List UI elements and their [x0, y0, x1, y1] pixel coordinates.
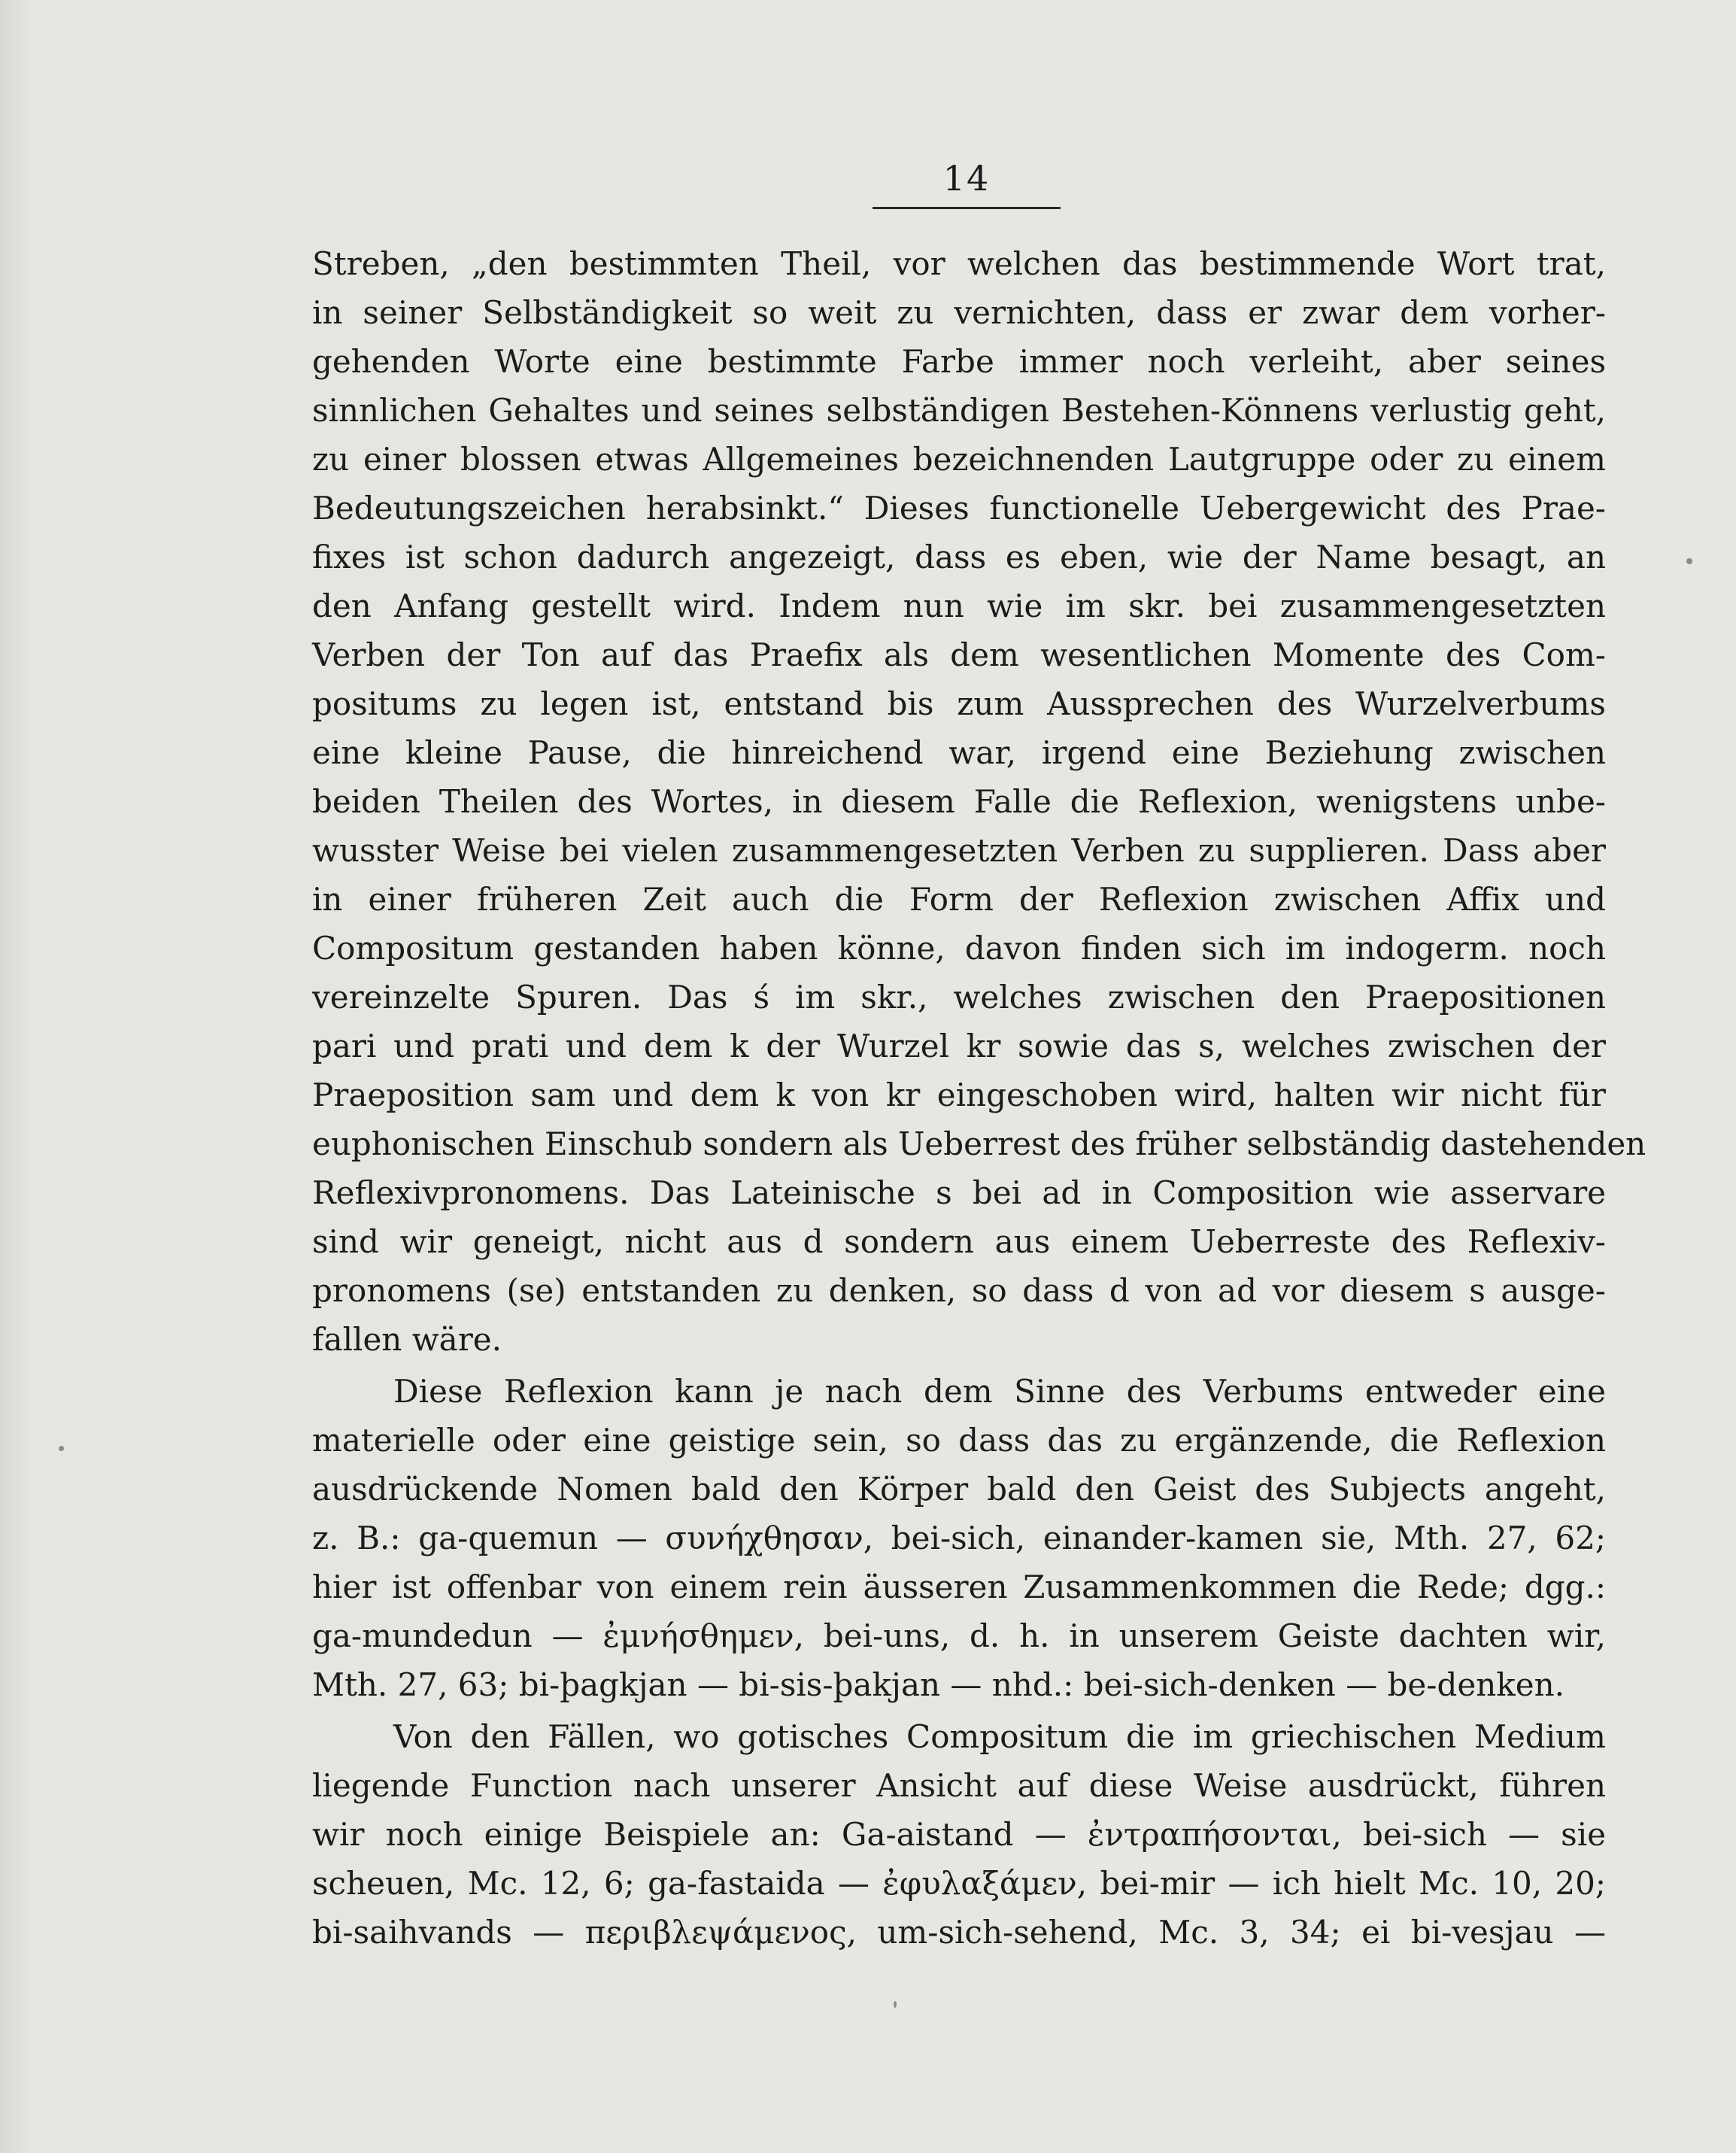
text-line: zu einer blossen etwas Allgemeines bezeichnenden Lautgruppe oder zu einem	[312, 441, 1606, 478]
paper-speck	[1686, 558, 1692, 564]
text-line: bi-saihvands — περιβλεψάμενος, um-sich-sehend, Mc. 3, 34; ei bi-vesjau —	[312, 1914, 1606, 1951]
text-line: Verben der Ton auf das Praefix als dem wesentlichen Momente des Com-	[312, 636, 1606, 673]
text-line: Diese Reflexion kann je nach dem Sinne des Verbums entweder eine	[393, 1373, 1606, 1410]
paragraph-2	[312, 1367, 1606, 1709]
text-line: materielle oder eine geistige sein, so dass das zu ergänzende, die Reflexion	[312, 1422, 1606, 1459]
text-line: in einer früheren Zeit auch die Form der Reflexion zwischen Affix und	[312, 881, 1606, 918]
text-line: z. B.: ga-quemun — συνήχθησαν, bei-sich, einander-kamen sie, Mth. 27, 62;	[312, 1520, 1606, 1556]
page-number: 14	[942, 158, 991, 199]
text-line: hier ist offenbar von einem rein äusseren Zusammenkommen die Rede; dgg.:	[312, 1568, 1606, 1605]
text-line: pari und prati und dem k der Wurzel kr sowie das s, welches zwischen der	[312, 1028, 1606, 1064]
text-line: fixes ist schon dadurch angezeigt, dass es eben, wie der Name besagt, an	[312, 539, 1606, 575]
text-line: sind wir geneigt, nicht aus d sondern aus einem Ueberreste des Reflexiv-	[312, 1223, 1606, 1260]
paper-speck	[894, 2001, 897, 2008]
paragraph-3	[312, 1712, 1606, 1957]
text-line: eine kleine Pause, die hinreichend war, irgend eine Beziehung zwischen	[312, 734, 1606, 771]
text-line: sinnlichen Gehaltes und seines selbständigen Bestehen-Könnens verlustig geht,	[312, 392, 1606, 429]
paragraph-1	[312, 239, 1646, 1364]
text-line: positums zu legen ist, entstand bis zum Aussprechen des Wurzelverbums	[312, 685, 1606, 722]
text-line: Reflexivpronomens. Das Lateinische s bei ad in Composition wie asservare	[312, 1174, 1606, 1211]
text-line: vereinzelte Spuren. Das ś im skr., welches zwischen den Praepositionen	[312, 979, 1606, 1016]
text-line: euphonischen Einschub sondern als Ueberrest des früher selbständig dastehenden	[312, 1125, 1646, 1162]
text-line: in seiner Selbständigkeit so weit zu vernichten, dass er zwar dem vorher-	[312, 294, 1606, 331]
text-line: Von den Fällen, wo gotisches Compositum die im griechischen Medium	[393, 1718, 1606, 1755]
text-line: Compositum gestanden haben könne, davon finden sich im indogerm. noch	[312, 930, 1606, 967]
text-line: gehenden Worte eine bestimmte Farbe immer noch verleiht, aber seines	[312, 343, 1606, 380]
body-text	[312, 239, 1646, 1957]
text-line: ausdrückende Nomen bald den Körper bald den Geist des Subjects angeht,	[312, 1471, 1606, 1508]
paper-speck	[59, 1446, 64, 1451]
text-line: den Anfang gestellt wird. Indem nun wie im skr. bei zusammengesetzten	[312, 588, 1606, 624]
text-line: Bedeutungszeichen herabsinkt.“ Dieses functionelle Uebergewicht des Prae-	[312, 490, 1606, 527]
text-line: liegende Function nach unserer Ansicht auf diese Weise ausdrückt, führen	[312, 1767, 1606, 1804]
text-line: pronomens (se) entstanden zu denken, so dass d von ad vor diesem s ausge-	[312, 1272, 1606, 1309]
text-line: Praeposition sam und dem k von kr eingeschoben wird, halten wir nicht für	[312, 1076, 1606, 1113]
text-line: ga-mundedun — ἐμνήσθημεν, bei-uns, d. h. in unserem Geiste dachten wir,	[312, 1617, 1606, 1654]
text-line: scheuen, Mc. 12, 6; ga-fastaida — ἐφυλαξάμεν, bei-mir — ich hielt Mc. 10, 20;	[312, 1865, 1606, 1902]
text-line: Mth. 27, 63; bi-þagkjan — bi-sis-þakjan — nhd.: bei-sich-denken — be-denken.	[312, 1666, 1565, 1703]
text-line: beiden Theilen des Wortes, in diesem Falle die Reflexion, wenigstens unbe-	[312, 783, 1606, 820]
header-rule	[873, 207, 1061, 209]
text-line: fallen wäre.	[312, 1321, 502, 1358]
text-line: wusster Weise bei vielen zusammengesetzten Verben zu supplieren. Dass aber	[312, 832, 1606, 869]
text-line: Streben, „den bestimmten Theil, vor welchen das bestimmende Wort trat,	[312, 245, 1606, 282]
text-line: wir noch einige Beispiele an: Ga-aistand — ἐντραπήσονται, bei-sich — sie	[312, 1816, 1606, 1853]
